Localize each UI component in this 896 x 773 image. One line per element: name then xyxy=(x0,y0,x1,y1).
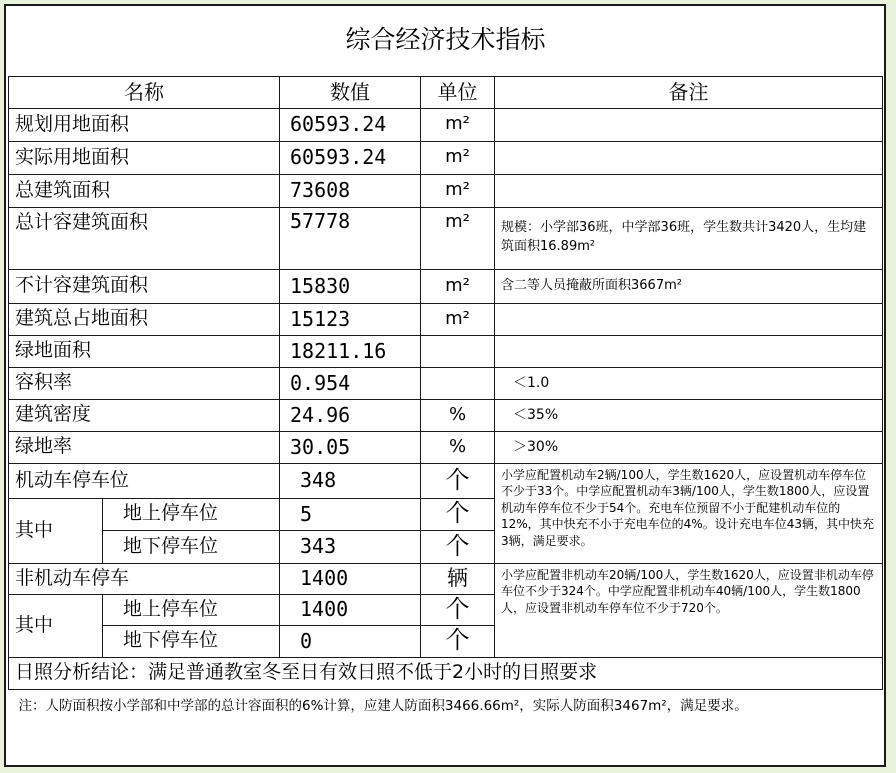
title-row xyxy=(9,6,883,76)
row-name: 容积率 xyxy=(9,367,280,399)
row-unit: m² xyxy=(421,108,495,141)
row-name: 规划用地面积 xyxy=(9,108,280,141)
row-name: 不计容建筑面积 xyxy=(9,269,280,303)
row-name: 建筑密度 xyxy=(9,399,280,431)
group-label: 其中 xyxy=(9,594,103,657)
row-name: 地下停车位 xyxy=(103,530,280,563)
motor-parking-note: 小学应配置机动车2辆/100人，学生数1620人，应设置机动车停车位不少于33个。中学应配置机动车3辆/100人，学生数1800人，应设置机动车停车位不少于54个。充电车位预留不小于配建机动车位的12%，其中快充不小于充电车位的4%。设计充电车位43辆，其中快充3辆，满足要求。 xyxy=(495,463,883,563)
row-unit xyxy=(421,335,495,367)
header-note: 备注 xyxy=(495,76,883,108)
row-value: 348 xyxy=(280,463,421,498)
row-value: 1400 xyxy=(280,563,421,594)
row-name: 实际用地面积 xyxy=(9,141,280,174)
table-row xyxy=(9,335,883,367)
row-name: 绿地率 xyxy=(9,431,280,463)
row-unit: 辆 xyxy=(421,563,495,594)
page-title: 综合经济技术指标 xyxy=(9,6,883,76)
row-unit xyxy=(421,367,495,399)
row-value: 15123 xyxy=(280,303,421,335)
row-name: 总建筑面积 xyxy=(9,174,280,207)
table-row xyxy=(9,303,883,335)
table-row xyxy=(9,174,883,207)
row-note xyxy=(495,335,883,367)
group-label: 其中 xyxy=(9,498,103,563)
row-name: 地上停车位 xyxy=(103,498,280,530)
table-row xyxy=(9,399,883,431)
row-note: ＞30% xyxy=(495,431,883,463)
row-name: 地下停车位 xyxy=(103,625,280,657)
header-unit: 单位 xyxy=(421,76,495,108)
sunlight-conclusion: 日照分析结论：满足普通教室冬至日有效日照不低于2小时的日照要求 xyxy=(9,657,883,689)
row-note: ＜1.0 xyxy=(495,367,883,399)
row-unit: 个 xyxy=(421,625,495,657)
indicator-table xyxy=(8,6,883,751)
nonmotor-parking-row xyxy=(9,563,883,594)
row-unit: 个 xyxy=(421,498,495,530)
footer-row xyxy=(9,689,883,751)
table-row xyxy=(9,108,883,141)
row-note: 含二等人员掩蔽所面积3667m² xyxy=(495,269,883,303)
row-unit: 个 xyxy=(421,463,495,498)
row-unit: m² xyxy=(421,141,495,174)
table-row xyxy=(9,367,883,399)
row-name: 非机动车停车 xyxy=(9,563,280,594)
row-note xyxy=(495,303,883,335)
table-row xyxy=(9,431,883,463)
row-note xyxy=(495,174,883,207)
row-name: 总计容建筑面积 xyxy=(9,207,280,269)
row-name: 地上停车位 xyxy=(103,594,280,625)
row-unit: 个 xyxy=(421,530,495,563)
row-value: 1400 xyxy=(280,594,421,625)
row-value: 18211.16 xyxy=(280,335,421,367)
row-value: 73608 xyxy=(280,174,421,207)
table-row xyxy=(9,269,883,303)
header-name: 名称 xyxy=(9,76,280,108)
row-unit: m² xyxy=(421,207,495,269)
row-value: 5 xyxy=(280,498,421,530)
row-unit: m² xyxy=(421,269,495,303)
row-value: 60593.24 xyxy=(280,141,421,174)
row-name: 机动车停车位 xyxy=(9,463,280,498)
table-row xyxy=(9,141,883,174)
row-note xyxy=(495,108,883,141)
row-unit: % xyxy=(421,399,495,431)
table-row xyxy=(9,207,883,269)
row-value: 60593.24 xyxy=(280,108,421,141)
row-value: 57778 xyxy=(280,207,421,269)
row-value: 15830 xyxy=(280,269,421,303)
footer-note: 注：人防面积按小学部和中学部的总计容面积的6%计算，应建人防面积3466.66m²，实际人防面积3467m²，满足要求。 xyxy=(9,689,883,751)
row-value: 343 xyxy=(280,530,421,563)
row-note: 规模：小学部36班，中学部36班，学生数共计3420人，生均建筑面积16.89m² xyxy=(495,207,883,269)
motor-parking-row xyxy=(9,463,883,498)
row-name: 建筑总占地面积 xyxy=(9,303,280,335)
row-note xyxy=(495,141,883,174)
header-value: 数值 xyxy=(280,76,421,108)
sunlight-row xyxy=(9,657,883,689)
row-unit: % xyxy=(421,431,495,463)
row-unit: 个 xyxy=(421,594,495,625)
row-value: 24.96 xyxy=(280,399,421,431)
row-value: 0 xyxy=(280,625,421,657)
indicator-sheet xyxy=(4,4,886,767)
row-name: 绿地面积 xyxy=(9,335,280,367)
row-unit: m² xyxy=(421,174,495,207)
row-value: 30.05 xyxy=(280,431,421,463)
row-value: 0.954 xyxy=(280,367,421,399)
nonmotor-parking-note: 小学应配置非机动车20辆/100人，学生数1620人，应设置非机动车停车位不少于324个。中学应配置非机动车40辆/100人，学生数1800人，应设置非机动车停车位不少于720个。 xyxy=(495,563,883,657)
row-note: ＜35% xyxy=(495,399,883,431)
header-row xyxy=(9,76,883,108)
row-unit: m² xyxy=(421,303,495,335)
